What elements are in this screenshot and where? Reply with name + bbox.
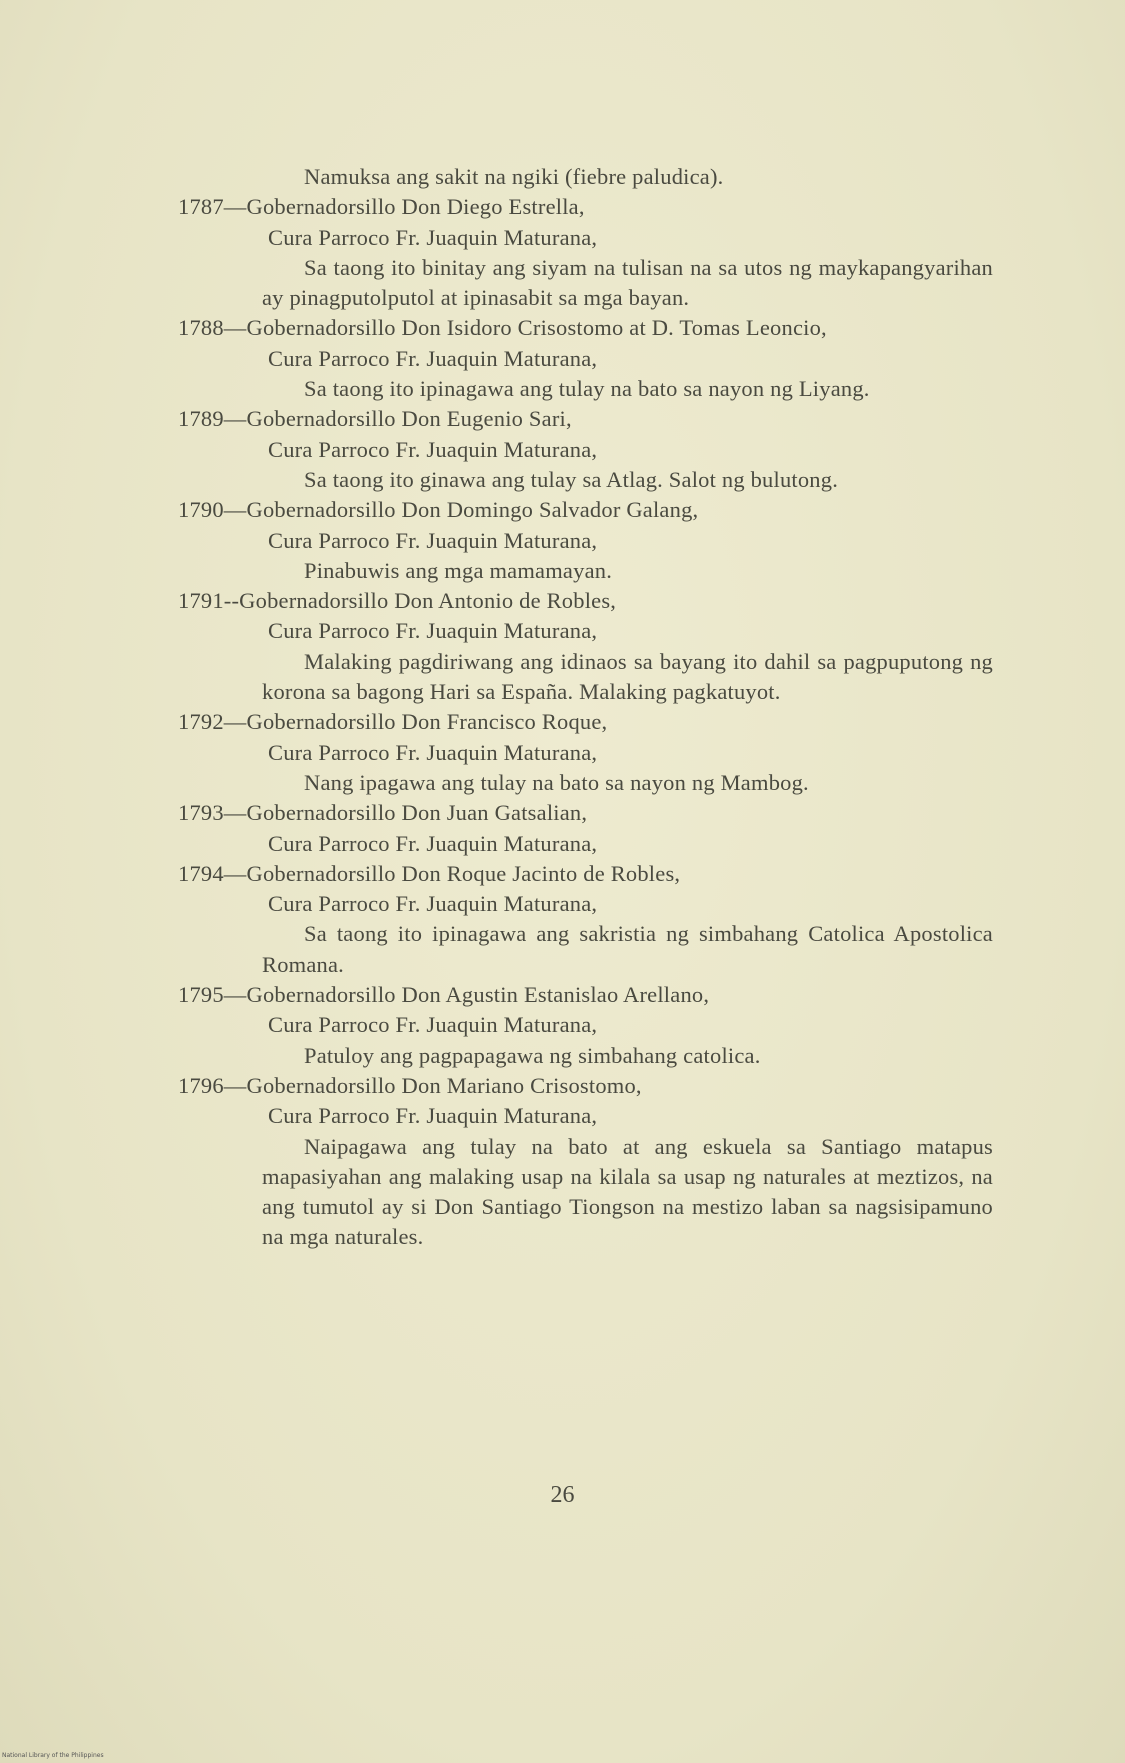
library-footer-stamp: National Library of the Philippines [2, 1752, 104, 1759]
entry-cura: Cura Parroco Fr. Juaquin Maturana, [268, 1103, 598, 1129]
entry-note: Sa taong ito ipinagawa ang tulay na bato sa nayon ng Liyang. [304, 376, 870, 402]
entry-cura: Cura Parroco Fr. Juaquin Maturana, [268, 345, 598, 371]
entry-1789 [178, 404, 993, 495]
entry-cura: Cura Parroco Fr. Juaquin Maturana, [268, 739, 598, 765]
entry-note: Sa taong ito binitay ang siyam na tulisan na sa utos ng maykapangyarihan ay pinagputolputol at ipinasabit sa mga bayan. [262, 254, 993, 311]
entry-cura: Cura Parroco Fr. Juaquin Maturana, [268, 830, 598, 856]
entry-year-line: 1796—Gobernadorsillo Don Mariano Crisostomo, [178, 1072, 642, 1098]
entry-cura: Cura Parroco Fr. Juaquin Maturana, [268, 224, 598, 250]
entry-year-line: 1795—Gobernadorsillo Don Agustin Estanislao Arellano, [178, 982, 710, 1008]
entry-1787 [178, 192, 993, 313]
entry-note: Malaking pagdiriwang ang idinaos sa bayang ito dahil sa pagpuputong ng korona sa bagong Hari sa España. Malaking pagkatuyot. [262, 648, 993, 705]
entry-year-line: 1793—Gobernadorsillo Don Juan Gatsalian, [178, 800, 588, 826]
entry-1788 [178, 313, 993, 404]
entry-note: Sa taong ito ginawa ang tulay sa Atlag. Salot ng bulutong. [304, 466, 839, 492]
entry-note: Sa taong ito ipinagawa ang sakristia ng simbahang Catolica Apostolica Romana. [262, 921, 993, 977]
entry-1791 [178, 586, 993, 707]
entry-year-line: 1792—Gobernadorsillo Don Francisco Roque, [178, 709, 608, 735]
entry-1794 [178, 859, 993, 980]
entry-cura: Cura Parroco Fr. Juaquin Maturana, [268, 891, 598, 917]
entry-1793 [178, 798, 993, 859]
entry-year-line: 1789—Gobernadorsillo Don Eugenio Sari, [178, 406, 572, 432]
entry-1790 [178, 495, 993, 586]
entry-note: Naipagawa ang tulay na bato at ang eskuela sa Santiago matapus mapasiyahan ang malaking usap na kilala sa usap ng naturales at meztizos, na ang tumutol ay si Don Santiago Tiongson na mestizo laban sa nagsisipamuno na mga naturales. [262, 1133, 993, 1250]
entry-note: Pinabuwis ang mga mamamayan. [304, 557, 613, 583]
entry-1795 [178, 980, 993, 1071]
entry-note: Patuloy ang pagpapagawa ng simbahang catolica. [304, 1042, 761, 1068]
entry-year-line: 1791--Gobernadorsillo Don Antonio de Robles, [178, 588, 617, 614]
entry-year-line: 1794—Gobernadorsillo Don Roque Jacinto de Robles, [178, 860, 681, 886]
entry-note: Nang ipagawa ang tulay na bato sa nayon ng Mambog. [304, 769, 809, 795]
page-body [178, 162, 993, 1253]
entry-1792 [178, 707, 993, 798]
page-number: 26 [550, 1482, 575, 1508]
entry-year-line: 1788—Gobernadorsillo Don Isidoro Crisostomo at D. Tomas Leoncio, [178, 315, 827, 341]
entry-cura: Cura Parroco Fr. Juaquin Maturana, [268, 436, 598, 462]
entry-year-line: 1787—Gobernadorsillo Don Diego Estrella, [178, 194, 585, 220]
entry-year-line: 1790—Gobernadorsillo Don Domingo Salvador Galang, [178, 497, 699, 523]
entry-cura: Cura Parroco Fr. Juaquin Maturana, [268, 618, 598, 644]
entry-cura: Cura Parroco Fr. Juaquin Maturana, [268, 527, 598, 553]
entry-cura: Cura Parroco Fr. Juaquin Maturana, [268, 1012, 598, 1038]
entry-1796 [178, 1071, 993, 1253]
intro-line: Namuksa ang sakit na ngiki (fiebre paludica). [304, 164, 724, 189]
